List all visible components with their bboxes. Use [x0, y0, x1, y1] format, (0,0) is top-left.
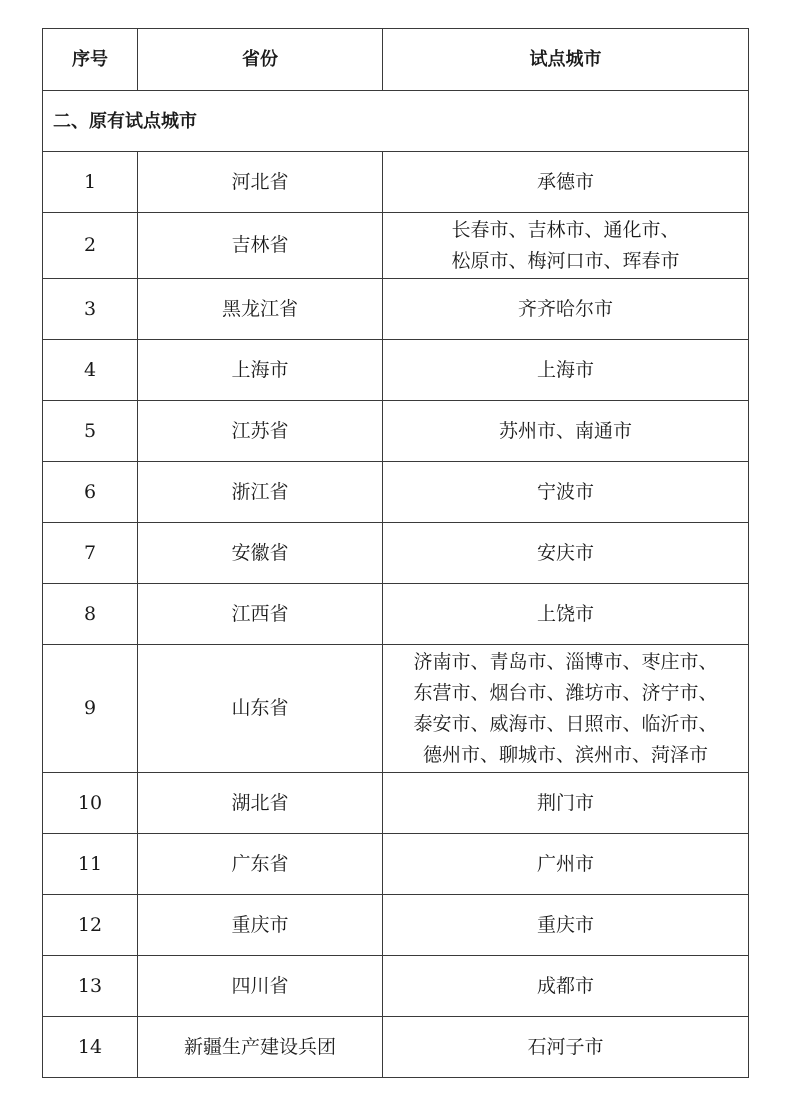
row-index: 11 — [43, 834, 138, 895]
row-province: 上海市 — [138, 340, 383, 401]
table-row — [43, 152, 749, 213]
table-header-row — [43, 29, 749, 91]
table-row — [43, 584, 749, 645]
cities-text: 上饶市 — [536, 602, 594, 625]
cities-text: 荆门市 — [536, 791, 594, 814]
cities-text: 成都市 — [536, 974, 594, 997]
header-province: 省份 — [138, 29, 383, 91]
table-row — [43, 773, 749, 834]
row-cities — [383, 340, 749, 401]
section-title: 二、原有试点城市 — [43, 91, 749, 152]
row-province: 湖北省 — [138, 773, 383, 834]
cities-text: 苏州市、南通市 — [498, 419, 632, 442]
row-cities — [383, 956, 749, 1017]
cities-text: 宁波市 — [536, 480, 594, 503]
table-row — [43, 956, 749, 1017]
row-cities — [383, 279, 749, 340]
section-row — [43, 91, 749, 152]
row-cities — [383, 462, 749, 523]
row-index: 10 — [43, 773, 138, 834]
cities-text: 重庆市 — [536, 913, 594, 936]
table-row — [43, 834, 749, 895]
row-index: 8 — [43, 584, 138, 645]
cities-text: 广州市 — [536, 852, 594, 875]
table-row — [43, 462, 749, 523]
table-row — [43, 340, 749, 401]
row-province: 江西省 — [138, 584, 383, 645]
row-cities — [383, 895, 749, 956]
row-index: 6 — [43, 462, 138, 523]
row-index: 4 — [43, 340, 138, 401]
cities-text: 石河子市 — [527, 1035, 604, 1058]
header-cities: 试点城市 — [383, 29, 749, 91]
row-cities — [383, 152, 749, 213]
table-row — [43, 895, 749, 956]
row-province: 江苏省 — [138, 401, 383, 462]
row-province: 重庆市 — [138, 895, 383, 956]
cities-text: 齐齐哈尔市 — [517, 297, 613, 320]
row-province: 吉林省 — [138, 213, 383, 279]
row-province: 安徽省 — [138, 523, 383, 584]
row-index: 1 — [43, 152, 138, 213]
row-province: 浙江省 — [138, 462, 383, 523]
row-index: 2 — [43, 213, 138, 279]
table-row — [43, 401, 749, 462]
row-province: 新疆生产建设兵团 — [138, 1017, 383, 1078]
row-index: 12 — [43, 895, 138, 956]
row-cities — [383, 523, 749, 584]
cities-text: 上海市 — [536, 358, 594, 381]
cities-text: 安庆市 — [536, 541, 594, 564]
cities-text: 济南市、青岛市、淄博市、枣庄市、 东营市、烟台市、潍坊市、济宁市、 泰安市、威海市、日照市、临沂市、 德州市、聊城市、滨州市、菏泽市 — [413, 650, 718, 766]
row-province: 广东省 — [138, 834, 383, 895]
row-index: 14 — [43, 1017, 138, 1078]
table-row — [43, 1017, 749, 1078]
row-province: 黑龙江省 — [138, 279, 383, 340]
row-cities — [383, 1017, 749, 1078]
pilot-cities-table — [42, 28, 749, 1078]
cities-text: 承德市 — [536, 170, 594, 193]
row-index: 7 — [43, 523, 138, 584]
table-row — [43, 213, 749, 279]
table-row — [43, 523, 749, 584]
row-index: 3 — [43, 279, 138, 340]
row-index: 5 — [43, 401, 138, 462]
table-row — [43, 645, 749, 773]
row-cities — [383, 213, 749, 279]
row-province: 山东省 — [138, 645, 383, 773]
row-cities — [383, 645, 749, 773]
row-province: 四川省 — [138, 956, 383, 1017]
row-province: 河北省 — [138, 152, 383, 213]
row-cities — [383, 773, 749, 834]
row-index: 9 — [43, 645, 138, 773]
table-row — [43, 279, 749, 340]
row-index: 13 — [43, 956, 138, 1017]
row-cities — [383, 834, 749, 895]
row-cities — [383, 584, 749, 645]
row-cities — [383, 401, 749, 462]
header-index: 序号 — [43, 29, 138, 91]
cities-text: 长春市、吉林市、通化市、 松原市、梅河口市、珲春市 — [451, 218, 680, 272]
